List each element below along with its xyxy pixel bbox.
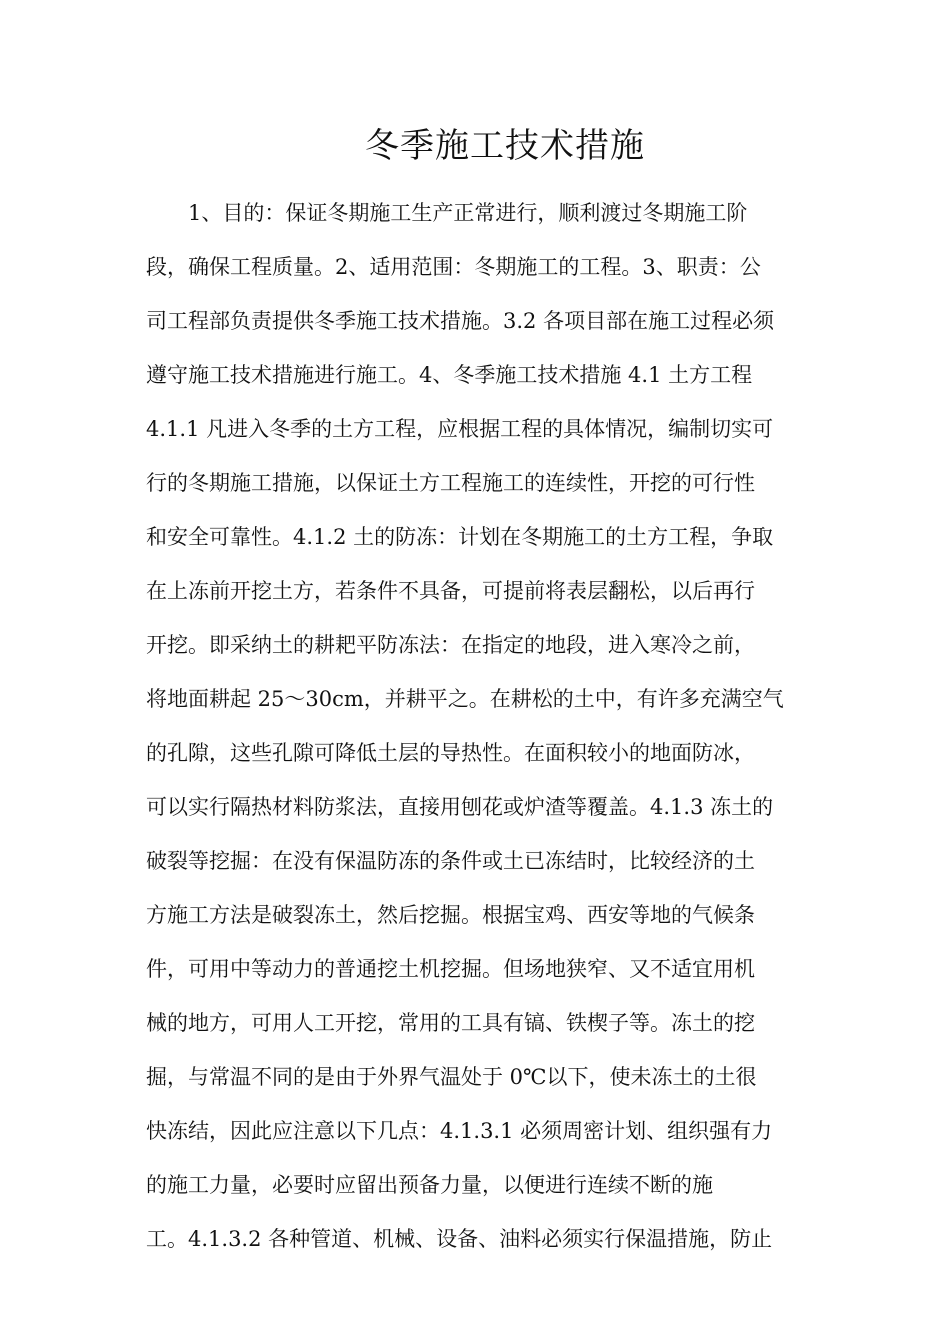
body-line: 工。4.1.3.2 各种管道、机械、设备、油料必须实行保温措施，防止 xyxy=(146,1227,773,1251)
body-line: 在上冻前开挖土方，若条件不具备，可提前将表层翻松，以后再行 xyxy=(146,579,755,603)
body-line: 破裂等挖掘：在没有保温防冻的条件或土已冻结时，比较经济的土 xyxy=(146,849,755,873)
body-line: 4.1.1 凡进入冬季的土方工程，应根据工程的具体情况，编制切实可 xyxy=(146,417,774,441)
body-line: 的施工力量，必要时应留出预备力量，以便进行连续不断的施 xyxy=(146,1173,713,1197)
body-line: 的孔隙，这些孔隙可降低土层的导热性。在面积较小的地面防冰， xyxy=(146,741,755,765)
body-line: 将地面耕起 25～30cm，并耕平之。在耕松的土中，有许多充满空气 xyxy=(146,687,784,711)
body-line: 段，确保工程质量。2、适用范围：冬期施工的工程。3、职责：公 xyxy=(146,255,761,279)
body-line: 件，可用中等动力的普通挖土机挖掘。但场地狭窄、又不适宜用机 xyxy=(146,957,755,981)
body-line: 掘，与常温不同的是由于外界气温处于 0℃以下，使未冻土的土很 xyxy=(146,1065,757,1089)
body-line: 行的冬期施工措施，以保证土方工程施工的连续性，开挖的可行性 xyxy=(146,471,755,495)
body-line: 快冻结，因此应注意以下几点：4.1.3.1 必须周密计划、组织强有力 xyxy=(146,1119,773,1143)
body-line: 遵守施工技术措施进行施工。4、冬季施工技术措施 4.1 土方工程 xyxy=(146,363,753,387)
body-line: 司工程部负责提供冬季施工技术措施。3.2 各项目部在施工过程必须 xyxy=(146,309,775,333)
body-line: 开挖。即采纳土的耕耙平防冻法：在指定的地段，进入寒冷之前， xyxy=(146,633,755,657)
body-line: 方施工方法是破裂冻土，然后挖掘。根据宝鸡、西安等地的气候条 xyxy=(146,903,755,927)
document-title: 冬季施工技术措施 xyxy=(365,126,645,166)
document-body xyxy=(146,186,811,1266)
body-line: 1、目的：保证冬期施工生产正常进行，顺利渡过冬期施工阶 xyxy=(188,201,748,225)
body-line: 械的地方，可用人工开挖，常用的工具有镐、铁楔子等。冻土的挖 xyxy=(146,1011,755,1035)
body-line: 和安全可靠性。4.1.2 土的防冻：计划在冬期施工的土方工程，争取 xyxy=(146,525,774,549)
body-line: 可以实行隔热材料防浆法，直接用刨花或炉渣等覆盖。4.1.3 冻土的 xyxy=(146,795,774,819)
